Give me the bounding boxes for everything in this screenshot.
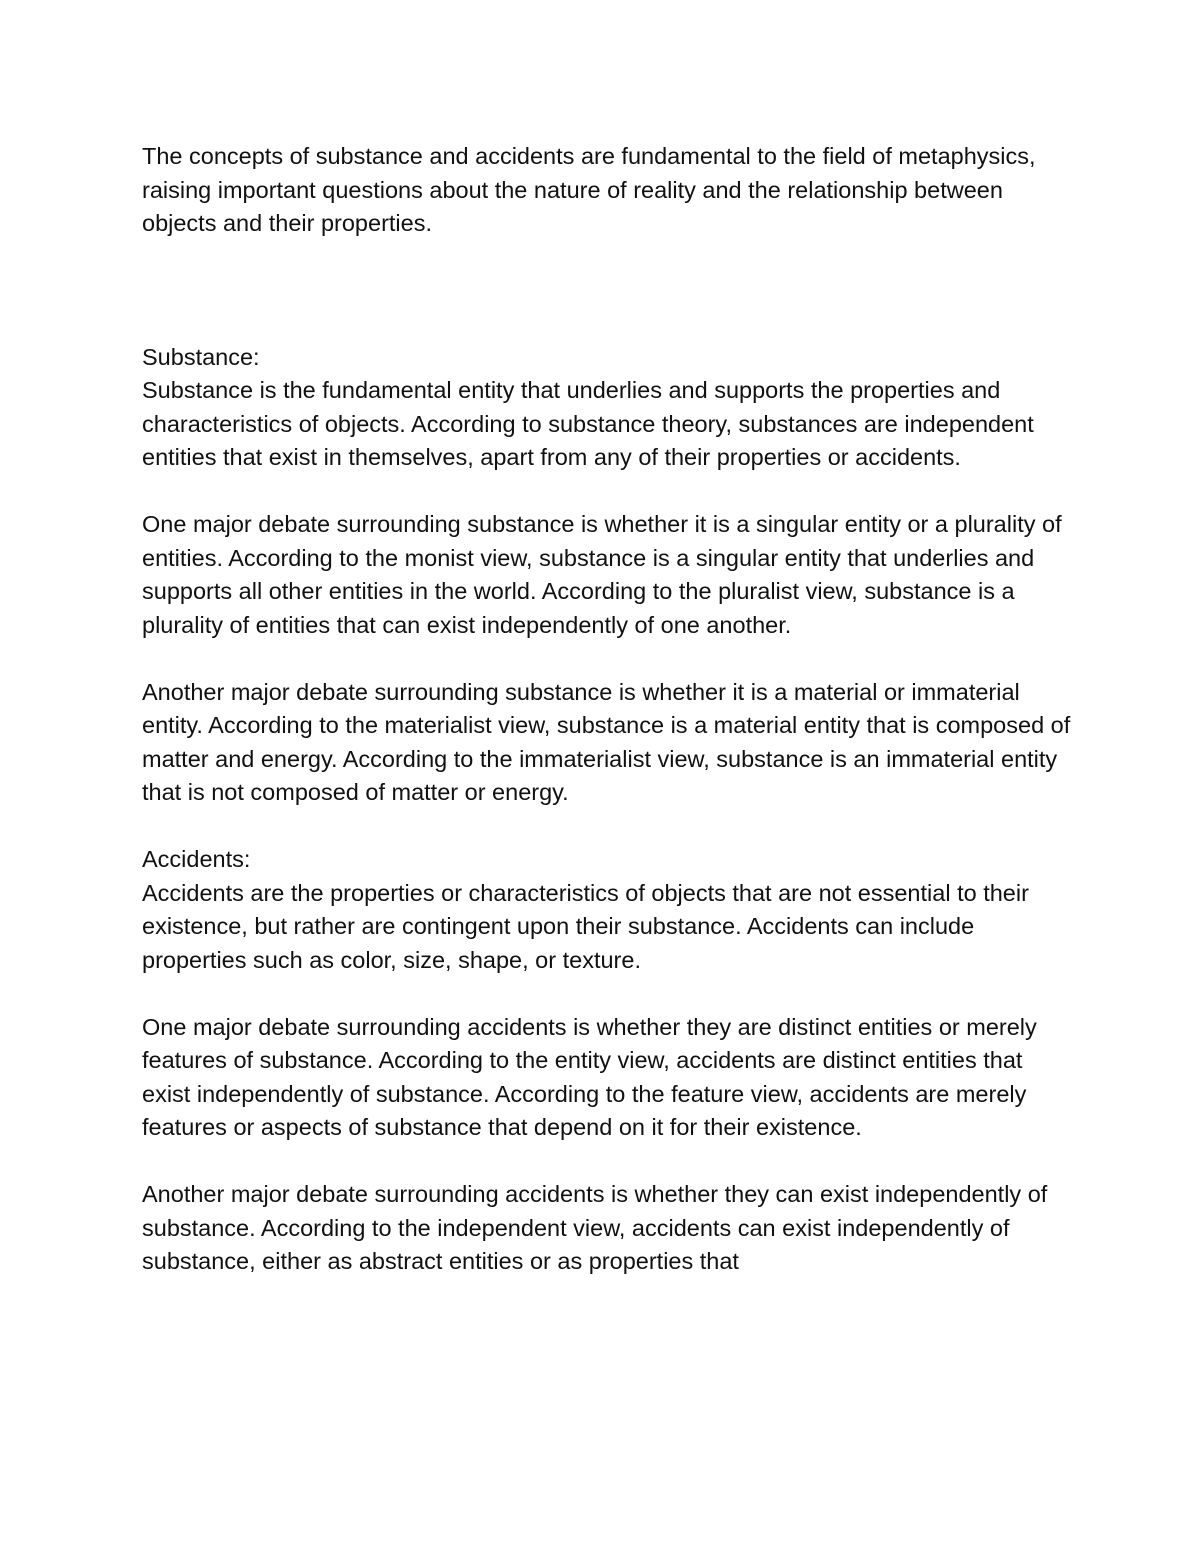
paragraph-spacer bbox=[142, 642, 1072, 676]
accidents-debate-1-paragraph: One major debate surrounding accidents is whether they are distinct entities or merely features of substance. According to the entity view, accidents are distinct entities that exist independently of substance. According to the feature view, accidents are merely features or aspects of substance that depend on it for their existence. bbox=[142, 1013, 1037, 1140]
paragraph-spacer bbox=[142, 810, 1072, 844]
substance-heading: Substance: bbox=[142, 343, 260, 370]
document-body bbox=[142, 140, 1072, 1279]
intro-paragraph: The concepts of substance and accidents are fundamental to the field of metaphysics, raising important questions about the nature of reality and the relationship between objects and their properties. bbox=[142, 143, 1036, 236]
accidents-heading: Accidents: bbox=[142, 846, 251, 872]
substance-debate-2-paragraph: Another major debate surrounding substance is whether it is a material or immaterial entity. According to the materialist view, substance is a material entity that is composed of matter and energy. According to the immaterialist view, substance is an immaterial entity that is not composed of matter or energy. bbox=[142, 678, 1071, 805]
accidents-definition-paragraph: Accidents are the properties or characteristics of objects that are not essential to their existence, but rather are contingent upon their substance. Accidents can include properties such as color, size, shape, or texture. bbox=[142, 879, 1029, 973]
paragraph-spacer bbox=[142, 241, 1072, 341]
paragraph-spacer bbox=[142, 475, 1072, 509]
substance-definition-paragraph: Substance is the fundamental entity that underlies and supports the properties and characteristics of objects. According to substance theory, substances are independent entities that exist in themselves, apart from any of their properties or accidents. bbox=[142, 377, 1034, 470]
paragraph-spacer bbox=[142, 1145, 1072, 1179]
substance-debate-1-paragraph: One major debate surrounding substance is whether it is a singular entity or a plurality of entities. According to the monist view, substance is a singular entity that underlies and supports all other entities in the world. According to the pluralist view, substance is a plurality of entities that can exist independently of one another. bbox=[142, 511, 1062, 638]
accidents-debate-2-paragraph: Another major debate surrounding accidents is whether they can exist independently of substance. According to the independent view, accidents can exist independently of substance, either as abstract entities or as properties that bbox=[142, 1181, 1048, 1274]
paragraph-spacer bbox=[142, 977, 1072, 1011]
